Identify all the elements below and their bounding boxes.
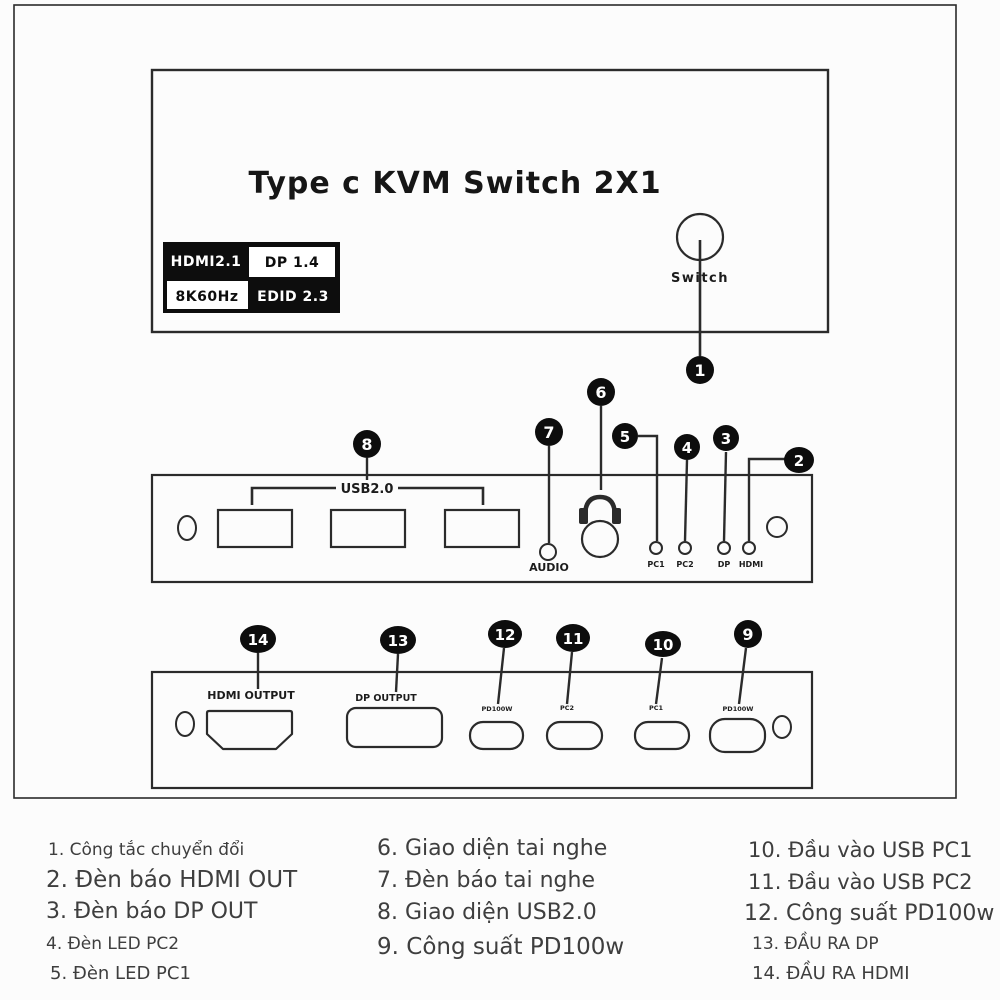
audio-led xyxy=(540,544,556,560)
legend-item-8: 8. Giao diện USB2.0 xyxy=(377,900,597,925)
svg-text:5: 5 xyxy=(619,428,631,446)
screw-hole-rear-left xyxy=(176,712,194,736)
callout-2 xyxy=(784,447,814,473)
callout-7 xyxy=(535,418,563,446)
diagram-outer-border xyxy=(14,5,956,798)
legend-item-1: 1. Công tắc chuyển đổi xyxy=(48,840,245,860)
svg-text:12: 12 xyxy=(494,626,516,644)
svg-text:4: 4 xyxy=(681,439,693,457)
legend-item-12: 12. Công suất PD100w xyxy=(744,901,995,926)
svg-text:13: 13 xyxy=(387,632,409,650)
callout-5-leader xyxy=(638,436,657,541)
svg-text:11: 11 xyxy=(562,630,584,648)
led-hdmi xyxy=(743,542,755,554)
callout-14 xyxy=(240,625,276,653)
hdmi-output-port xyxy=(207,711,292,749)
usbc-port-pc1 xyxy=(635,722,689,749)
device-top-view xyxy=(152,70,828,332)
pd100w-left-label: PD100W xyxy=(481,705,513,713)
legend-item-2: 2. Đèn báo HDMI OUT xyxy=(46,867,298,893)
usb-group-label: USB2.0 xyxy=(340,482,394,497)
usbc-port-pc2 xyxy=(547,722,602,749)
front-panel xyxy=(152,475,812,582)
callout-13-leader xyxy=(396,654,398,692)
usb-bracket-right xyxy=(398,488,483,505)
svg-text:7: 7 xyxy=(543,423,555,442)
led-pc1 xyxy=(650,542,662,554)
callout-8 xyxy=(353,430,381,458)
svg-text:3: 3 xyxy=(720,430,732,448)
led-pc2-label: PC2 xyxy=(676,560,694,569)
headphone-jack xyxy=(582,521,618,557)
usb-port-2 xyxy=(331,510,405,547)
led-pc2 xyxy=(679,542,691,554)
usb-port-1 xyxy=(218,510,292,547)
dp-output-label: DP OUTPUT xyxy=(355,693,417,704)
svg-text:1: 1 xyxy=(694,361,706,380)
callout-6 xyxy=(587,378,615,406)
legend-item-5: 5. Đèn LED PC1 xyxy=(50,963,191,984)
audio-label: AUDIO xyxy=(529,561,569,574)
callout-10 xyxy=(645,631,681,657)
svg-text:10: 10 xyxy=(652,636,674,654)
legend-item-3: 3. Đèn báo DP OUT xyxy=(46,899,258,924)
usbc-port-pd100w-left xyxy=(470,722,523,749)
callout-13 xyxy=(380,626,416,654)
svg-text:8: 8 xyxy=(361,435,373,454)
svg-text:9: 9 xyxy=(742,625,754,644)
badge-hdmi21: HDMI2.1 xyxy=(170,254,242,270)
callout-5 xyxy=(612,423,638,449)
callout-11-leader xyxy=(567,652,572,704)
callout-10-leader xyxy=(656,658,662,704)
led-dp-label: DP xyxy=(717,560,731,569)
led-hdmi-label: HDMI xyxy=(738,560,764,569)
pc1-port-label: PC1 xyxy=(648,704,664,712)
legend-item-10: 10. Đầu vào USB PC1 xyxy=(748,838,973,862)
callout-4 xyxy=(674,434,700,460)
legend-item-9: 9. Công suất PD100w xyxy=(377,934,625,960)
callout-4-leader xyxy=(685,460,687,541)
legend-item-4: 4. Đèn LED PC2 xyxy=(46,934,180,954)
callout-1 xyxy=(686,356,714,384)
pd100w-right-label: PD100W xyxy=(722,705,754,713)
legend-item-11: 11. Đầu vào USB PC2 xyxy=(748,870,973,894)
screw-hole-front-left xyxy=(178,516,196,540)
hdmi-output-label: HDMI OUTPUT xyxy=(207,689,295,702)
usbc-port-pd100w-right xyxy=(710,719,765,752)
svg-text:14: 14 xyxy=(247,631,269,649)
badge-dp14: DP 1.4 xyxy=(264,255,320,271)
callout-9 xyxy=(734,620,762,648)
usb-port-3 xyxy=(445,510,519,547)
callout-12-leader xyxy=(498,648,504,704)
switch-label: Switch xyxy=(670,271,730,286)
legend-item-7: 7. Đèn báo tai nghe xyxy=(377,868,596,893)
led-pc1-label: PC1 xyxy=(647,560,665,569)
legend-item-6: 6. Giao diện tai nghe xyxy=(377,836,608,861)
callout-12 xyxy=(488,620,522,648)
badge-8k60: 8K60Hz xyxy=(175,289,239,305)
legend-item-14: 14. ĐẦU RA HDMI xyxy=(752,963,910,984)
svg-text:6: 6 xyxy=(595,383,607,402)
screw-hole-rear-right xyxy=(773,716,791,738)
pc2-port-label: PC2 xyxy=(559,704,575,712)
spec-badges xyxy=(163,242,340,313)
callout-3-leader xyxy=(724,452,726,541)
svg-text:2: 2 xyxy=(793,452,805,470)
device-title: Type c KVM Switch 2X1 xyxy=(248,166,662,201)
led-dp xyxy=(718,542,730,554)
callout-11 xyxy=(556,624,590,652)
usb-bracket-left xyxy=(252,488,336,505)
dp-output-port xyxy=(347,708,442,747)
callout-9-leader xyxy=(739,648,746,704)
rear-panel xyxy=(152,672,812,788)
screw-hole-front-right xyxy=(767,517,787,537)
callout-3 xyxy=(713,425,739,451)
legend-item-13: 13. ĐẦU RA DP xyxy=(752,934,879,954)
badge-edid23: EDID 2.3 xyxy=(257,289,329,305)
